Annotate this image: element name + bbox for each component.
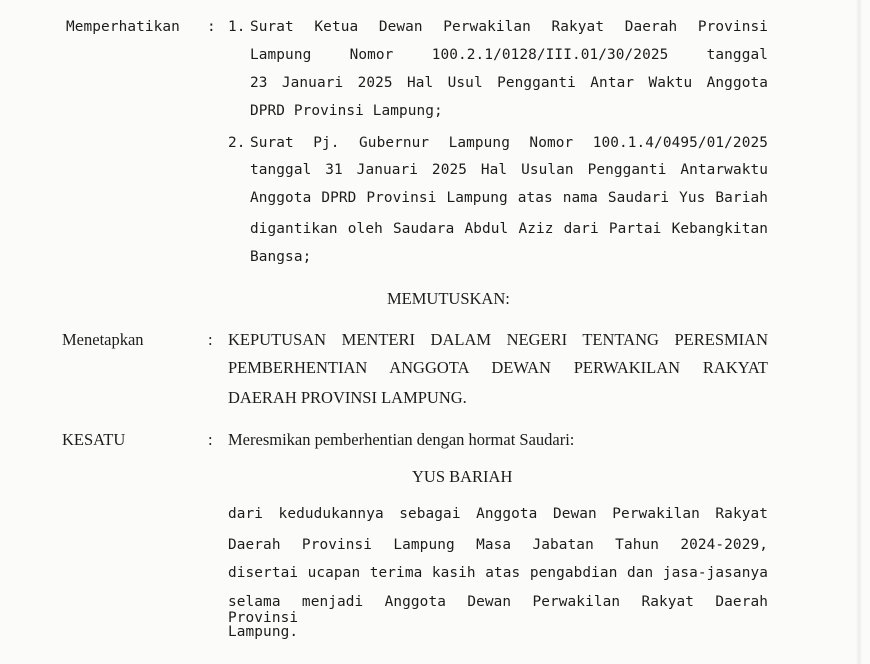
item-1-line-4: DPRD Provinsi Lampung;: [250, 103, 443, 119]
page-edge-shadow: [856, 0, 862, 664]
kesatu-line-3: disertai ucapan terima kasih atas pengabdian dan jasa-jasanya: [228, 565, 768, 581]
memperhatikan-colon: :: [207, 19, 216, 35]
kesatu-label: KESATU: [62, 430, 126, 449]
kesatu-line-2: Daerah Provinsi Lampung Masa Jabatan Tahun 2024-2029,: [228, 537, 768, 553]
menetapkan-line-3: DAERAH PROVINSI LAMPUNG.: [228, 388, 467, 407]
menetapkan-label: Menetapkan: [62, 330, 144, 349]
item-2-number: 2.: [228, 135, 246, 151]
nominee-name: YUS BARIAH: [412, 467, 513, 486]
item-2-line-1: Surat Pj. Gubernur Lampung Nomor 100.1.4/0495/01/2025: [250, 135, 768, 151]
kesatu-line-4: selama menjadi Anggota Dewan Perwakilan Rakyat Daerah Provinsi: [228, 594, 768, 626]
item-2-line-2: tanggal 31 Januari 2025 Hal Usulan Pengganti Antarwaktu: [250, 162, 768, 178]
menetapkan-line-2: PEMBERHENTIAN ANGGOTA DEWAN PERWAKILAN RAKYAT: [228, 358, 768, 377]
menetapkan-colon: :: [208, 330, 213, 349]
item-1-line-1: Surat Ketua Dewan Perwakilan Rakyat Daerah Provinsi: [250, 19, 768, 35]
menetapkan-line-1: KEPUTUSAN MENTERI DALAM NEGERI TENTANG PERESMIAN: [228, 330, 768, 349]
item-1-number: 1.: [228, 19, 246, 35]
item-2-line-4: digantikan oleh Saudara Abdul Aziz dari Partai Kebangkitan: [250, 221, 768, 237]
memutuskan-heading: MEMUTUSKAN:: [387, 289, 510, 308]
kesatu-colon: :: [208, 430, 213, 449]
item-1-line-2: Lampung Nomor 100.2.1/0128/III.01/30/2025 tanggal: [250, 47, 768, 63]
item-1-line-3: 23 Januari 2025 Hal Usul Pengganti Antar Waktu Anggota: [250, 75, 768, 91]
memperhatikan-label: Memperhatikan: [66, 19, 180, 35]
kesatu-line-5: Lampung.: [228, 624, 299, 640]
item-2-line-3: Anggota DPRD Provinsi Lampung atas nama Saudari Yus Bariah: [250, 190, 768, 206]
kesatu-intro: Meresmikan pemberhentian dengan hormat Saudari:: [228, 430, 575, 449]
kesatu-line-1: dari kedudukannya sebagai Anggota Dewan Perwakilan Rakyat: [228, 506, 768, 522]
item-2-line-5: Bangsa;: [250, 249, 312, 265]
